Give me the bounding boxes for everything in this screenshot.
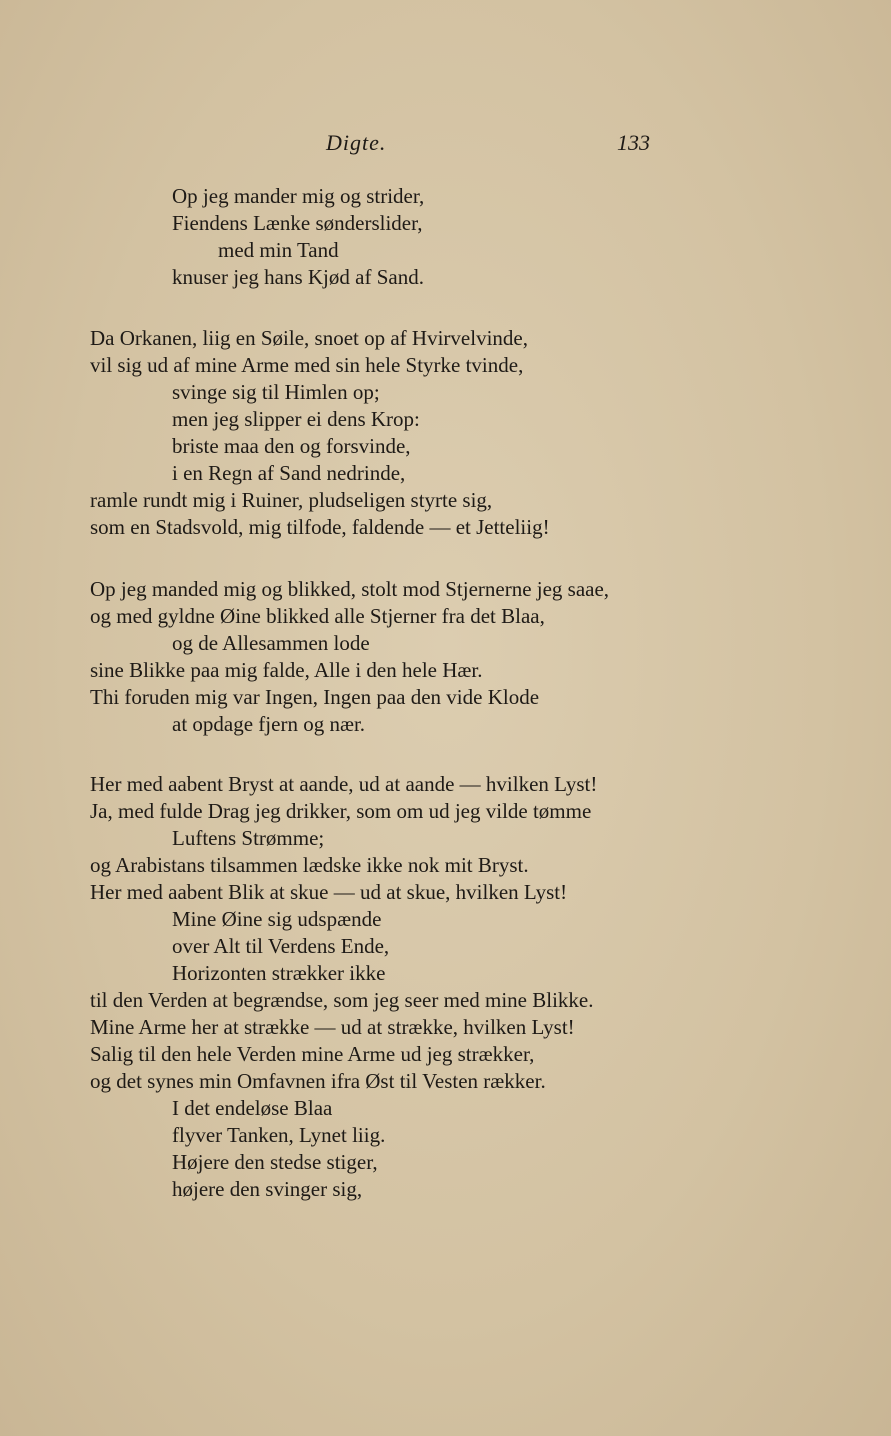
poem-line: Fiendens Lænke sønderslider, [172,211,423,235]
poem-line: knuser jeg hans Kjød af Sand. [172,265,424,289]
poem-line: Thi foruden mig var Ingen, Ingen paa den vide Klode [90,685,540,709]
poem-line: sine Blikke paa mig falde, Alle i den hele Hær. [90,658,483,682]
poem-line: og Arabistans tilsammen lædske ikke nok mit Bryst. [90,853,529,877]
poem-line: i en Regn af Sand nedrinde, [172,461,406,485]
poem-line: til den Verden at begrændse, som jeg seer med mine Blikke. [90,988,594,1012]
poem-line: Da Orkanen, liig en Søile, snoet op af Hvirvelvinde, [90,326,528,350]
poem-line: Op jeg mander mig og strider, [172,184,425,208]
poem-line: I det endeløse Blaa [172,1096,333,1120]
poem-line: og det synes min Omfavnen ifra Øst til Vesten rækker. [90,1069,546,1093]
poem-line: Her med aabent Blik at skue — ud at skue, hvilken Lyst! [90,880,568,904]
poem-line: over Alt til Verdens Ende, [172,934,390,958]
poem-line: og med gyldne Øine blikked alle Stjerner fra det Blaa, [90,604,545,628]
poem-line: briste maa den og forsvinde, [172,434,411,458]
poem-line: Højere den stedse stiger, [172,1150,378,1174]
poem-line: Salig til den hele Verden mine Arme ud jeg strækker, [90,1042,535,1066]
poem-line: Horizonten strækker ikke [172,961,386,985]
poem-line: ramle rundt mig i Ruiner, pludseligen styrte sig, [90,488,493,512]
poem-line: flyver Tanken, Lynet liig. [172,1123,386,1147]
poem-line: med min Tand [218,238,339,262]
poem-line: Op jeg manded mig og blikked, stolt mod Stjernerne jeg saae, [90,577,610,601]
poem-line: Her med aabent Bryst at aande, ud at aande — hvilken Lyst! [90,772,598,796]
poem-line: svinge sig til Himlen op; [172,380,380,404]
poem-line: som en Stadsvold, mig tilfode, faldende — et Jetteliig! [90,515,550,539]
poem-line: højere den svinger sig, [172,1177,363,1201]
poem-line: men jeg slipper ei dens Krop: [172,407,420,431]
poem-line: Luftens Strømme; [172,826,325,850]
poem-line: Mine Arme her at strække — ud at strække, hvilken Lyst! [90,1015,575,1039]
poem-line: at opdage fjern og nær. [172,712,366,736]
running-title: Digte. [326,130,387,155]
poem-line: vil sig ud af mine Arme med sin hele Styrke tvinde, [90,353,524,377]
poem-line: Ja, med fulde Drag jeg drikker, som om ud jeg vilde tømme [90,799,592,823]
poem-line: og de Allesammen lode [172,631,370,655]
poem-line: Mine Øine sig udspænde [172,907,382,931]
page-number: 133 [617,130,650,155]
